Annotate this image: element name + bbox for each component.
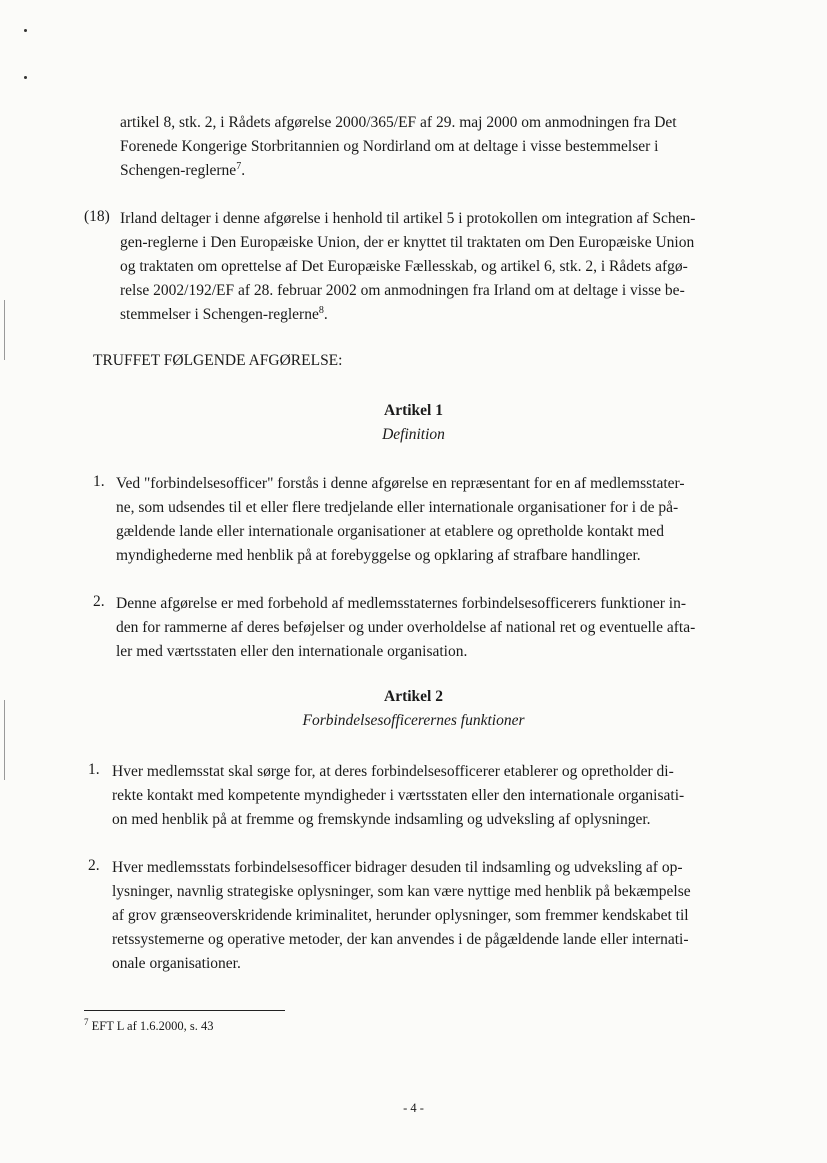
item-line: onale organisationer.	[112, 955, 241, 972]
preamble-line: Schengen-reglerne	[120, 162, 237, 179]
footnote-text: EFT L af 1.6.2000, s. 43	[91, 1019, 214, 1033]
item-line: myndighederne med henblik på at forebyggelse og opklaring af strafbare handlinger.	[116, 547, 641, 564]
item-line: gældende lande eller internationale organisationer at etablere og opretholde kontakt med	[116, 523, 665, 540]
item-line: Hver medlemsstat skal sørge for, at deres forbindelsesofficerer etablerer og opretholder di-	[112, 763, 674, 780]
footnote	[84, 1016, 214, 1034]
recital-line: og traktaten om oprettelse af Det Europæiske Fællesskab, og artikel 6, stk. 2, i Rådets afgø-	[120, 258, 688, 275]
article-2-item-2	[112, 856, 691, 976]
recital-line: gen-reglerne i Den Europæiske Union, der er knyttet til traktaten om Den Europæiske Union	[120, 234, 695, 251]
footnote-number: 7	[84, 1016, 89, 1027]
article-1-title: Artikel 1	[384, 402, 443, 419]
item-line: on med henblik på at fremme og fremskynde indsamling og udveksling af oplysninger.	[112, 811, 651, 828]
item-line: ler med værtsstaten eller den internationale organisation.	[116, 643, 468, 660]
footnote-reference: 8	[318, 304, 324, 316]
article-1-item-2	[116, 592, 695, 664]
recital-number: (18)	[84, 208, 110, 225]
decision-heading: TRUFFET FØLGENDE AFGØRELSE:	[93, 352, 343, 369]
preamble-line: Forenede Kongerige Storbritannien og Nordirland om at deltage i visse bestemmelser i	[120, 138, 659, 155]
item-line: den for rammerne af deres beføjelser og under overholdelse af national ret og eventuelle afta-	[116, 619, 696, 636]
item-line: Ved "forbindelsesofficer" forstås i denne afgørelse en repræsentant for en af medlemsstater-	[116, 475, 685, 492]
preamble-paragraph: artikel 8, stk. 2, i Rådets afgørelse 2000/365/EF af 29. maj 2000 om anmodningen fra Det Forenede Kongerige Storbritannien og Nordirland om at deltage i visse bestemmelser i Schengen-reglerne$^7$.	[120, 111, 677, 183]
item-line: lysninger, navnlig strategiske oplysninger, som kan være nyttige med henblik på bekæmpelse	[112, 883, 691, 900]
scan-edge	[4, 300, 5, 360]
preamble-line: artikel 8, stk. 2, i Rådets afgørelse 2000/365/EF af 29. maj 2000 om anmodningen fra Det	[120, 114, 677, 131]
scan-speck	[24, 29, 27, 32]
item-line: retssystemerne og operative metoder, der kan anvendes i de pågældende lande eller internati-	[112, 931, 689, 948]
recital-line: stemmelser i Schengen-reglerne	[120, 306, 319, 323]
footnote-separator	[84, 1010, 285, 1011]
item-line: Denne afgørelse er med forbehold af medlemsstaternes forbindelsesofficerers funktioner in-	[116, 595, 686, 612]
article-2-subtitle: Forbindelsesofficerernes funktioner	[302, 712, 525, 729]
item-line: ne, som udsendes til et eller flere tredjelande eller internationale organisationer for i de på-	[116, 499, 679, 516]
footnote-reference: 7	[236, 160, 242, 172]
article-2-title: Artikel 2	[384, 688, 443, 705]
page-number: - 4 -	[403, 1101, 424, 1115]
article-1-item-1	[116, 472, 685, 568]
article-1-subtitle: Definition	[382, 426, 445, 443]
item-number: 1.	[88, 761, 100, 778]
item-line: rekte kontakt med kompetente myndigheder i værtsstaten eller den internationale organisati-	[112, 787, 685, 804]
item-line: Hver medlemsstats forbindelsesofficer bidrager desuden til indsamling og udveksling af op-	[112, 859, 683, 876]
item-line: af grov grænseoverskridende kriminalitet, herunder oplysninger, som fremmer kendskabet til	[112, 907, 689, 924]
item-number: 1.	[93, 473, 105, 490]
recital-paragraph: Irland deltager i denne afgørelse i henhold til artikel 5 i protokollen om integration af Schen- gen-reglerne i Den Europæiske Union, der er knyttet til traktaten om Den Europæiske Union og traktaten om oprettelse af Det Europæiske Fællesskab, og artikel 6, stk. 2, i Rådets afgø- relse 2002/192/EF af 28. februar 2002 om anmodningen fra Irland om at deltage i visse be- stemmelser i Schengen-reglerne$^8$.	[120, 207, 695, 327]
recital-line: relse 2002/192/EF af 28. februar 2002 om anmodningen fra Irland om at deltage i visse be-	[120, 282, 685, 299]
article-2-item-1	[112, 760, 684, 832]
recital-line: Irland deltager i denne afgørelse i henhold til artikel 5 i protokollen om integration af Schen-	[120, 210, 696, 227]
item-number: 2.	[88, 857, 100, 874]
scan-speck	[24, 76, 27, 79]
item-number: 2.	[93, 593, 105, 610]
